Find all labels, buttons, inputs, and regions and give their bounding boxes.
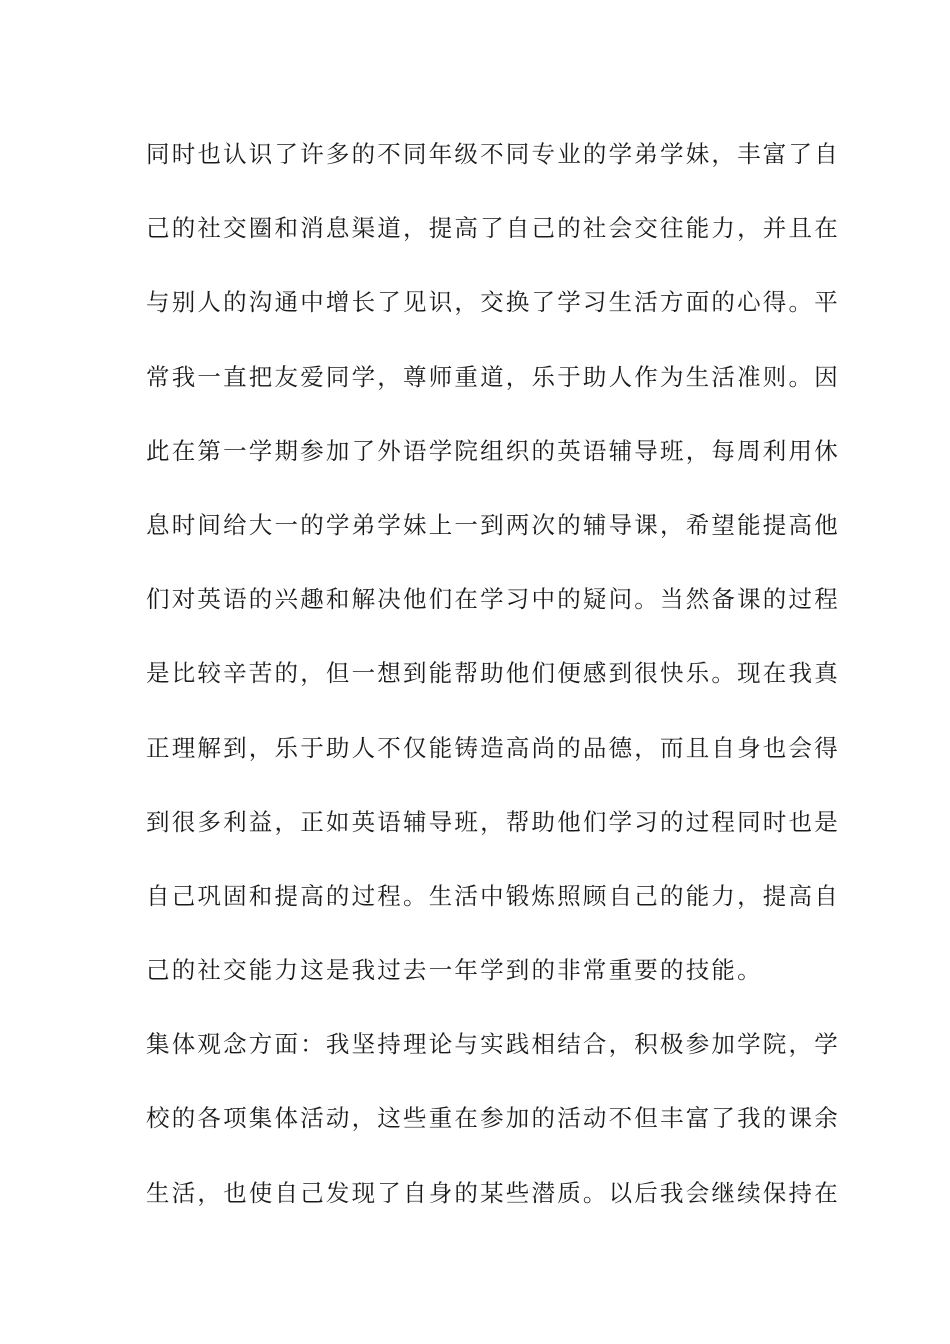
text-line: 自己巩固和提高的过程。生活中锻炼照顾自己的能力，提高自 (146, 881, 840, 910)
text-line: 息时间给大一的学弟学妹上一到两次的辅导课，希望能提高他 (146, 510, 840, 539)
text-line: 与别人的沟通中增长了见识，交换了学习生活方面的心得。平 (146, 288, 840, 317)
text-line: 们对英语的兴趣和解决他们在学习中的疑问。当然备课的过程 (146, 585, 840, 614)
text-line: 是比较辛苦的，但一想到能帮助他们便感到很快乐。现在我真 (146, 659, 840, 688)
text-line: 此在第一学期参加了外语学院组织的英语辅导班，每周利用休 (146, 436, 840, 465)
text-line: 到很多利益，正如英语辅导班，帮助他们学习的过程同时也是 (146, 807, 840, 836)
text-line: 己的社交圈和消息渠道，提高了自己的社会交往能力，并且在 (146, 214, 840, 243)
text-line: 校的各项集体活动，这些重在参加的活动不但丰富了我的课余 (146, 1104, 840, 1133)
text-line: 正理解到，乐于助人不仅能铸造高尚的品德，而且自身也会得 (146, 733, 840, 762)
text-line: 常我一直把友爱同学，尊师重道，乐于助人作为生活准则。因 (146, 362, 840, 391)
body-text (146, 134, 840, 1247)
text-line: 同时也认识了许多的不同年级不同专业的学弟学妹，丰富了自 (146, 140, 840, 168)
text-line: 集体观念方面：我坚持理论与实践相结合，积极参加学院，学 (146, 1030, 840, 1059)
text-line: 生活，也使自己发现了自身的某些潜质。以后我会继续保持在 (146, 1178, 840, 1207)
text-line: 己的社交能力这是我过去一年学到的非常重要的技能。 (146, 956, 763, 985)
